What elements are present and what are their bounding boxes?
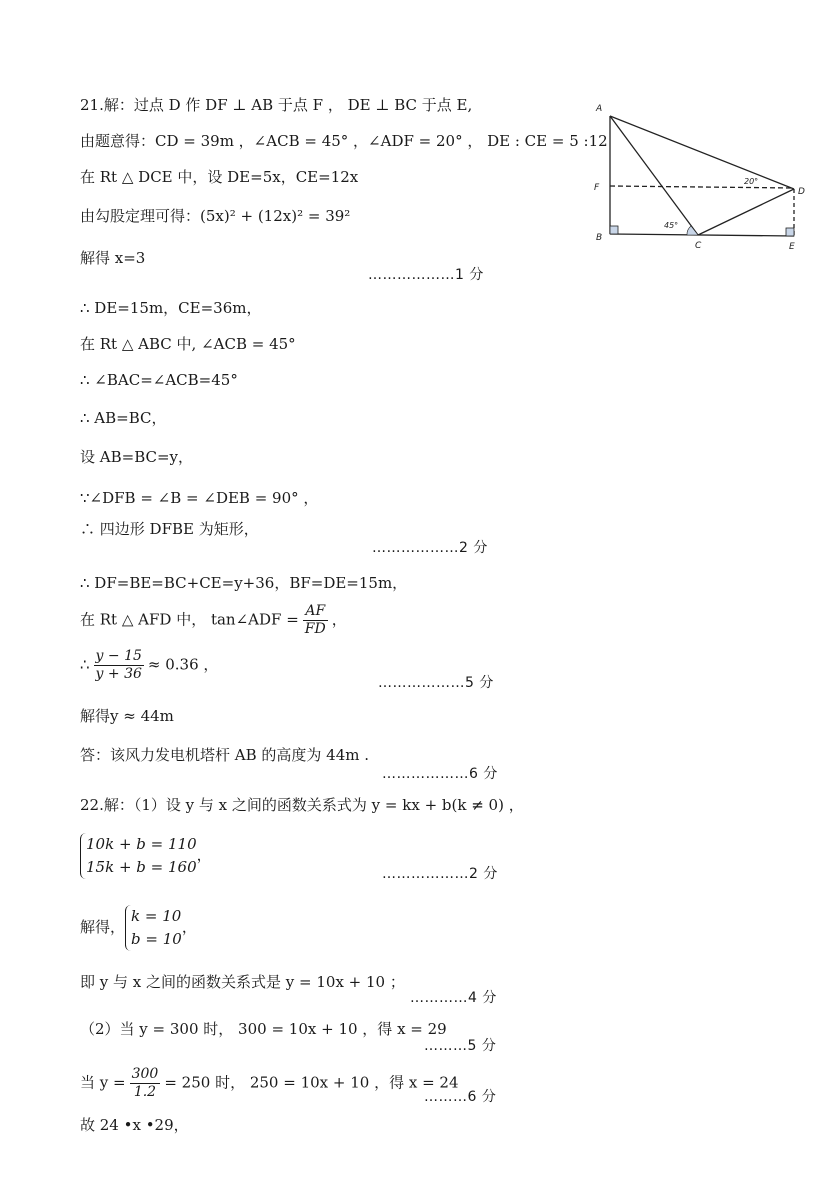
angle-label-45: 45° — [664, 221, 679, 230]
score-marker: …………4 分 — [410, 990, 497, 1006]
score-marker: ………………5 分 — [378, 675, 494, 691]
score-marker: ………6 分 — [424, 1089, 497, 1105]
q22-system-1-punct: ， — [196, 846, 212, 864]
q21-line-3: 在 Rt △ DCE 中，设 DE=5x，CE=12x — [80, 168, 359, 186]
score-marker: ………………2 分 — [372, 540, 488, 556]
label-f: F — [594, 183, 600, 193]
q21-line-12: ∴ 四边形 DFBE 为矩形， — [80, 520, 259, 538]
q22-line-5-text: 当 y = — [80, 1073, 126, 1092]
equation-system — [80, 833, 197, 879]
equation-row: b = 10 — [131, 930, 182, 948]
solution-system — [125, 905, 182, 951]
q22-line-3: 即 y 与 x 之间的函数关系式是 y = 10x + 10 ； — [80, 973, 405, 991]
q21-line-8: ∴ ∠BAC=∠ACB=45° — [80, 371, 238, 389]
fraction-denominator: 1.2 — [133, 1084, 157, 1100]
q22-line-4: （2）当 y = 300 时， 300 = 10x + 10 ，得 x = 29 — [80, 1020, 447, 1038]
q21-line-10: 设 AB=BC=y， — [80, 448, 194, 466]
q22-solve-label: 解得， — [80, 918, 126, 936]
score-marker: ………………1 分 — [368, 267, 484, 283]
q22-system-1 — [80, 833, 212, 879]
q21-line-15 — [80, 648, 218, 683]
q21-line-17: 答：该风力发电机塔杆 AB 的高度为 44m . — [80, 746, 370, 764]
label-e: E — [789, 242, 795, 252]
score-marker: ………………6 分 — [382, 766, 498, 782]
q22-line-5 — [80, 1066, 459, 1101]
equation-row: 15k + b = 160 — [86, 858, 197, 876]
q22-line-6: 故 24 •x •29， — [80, 1116, 189, 1134]
q22-line-5-rest: = 250 时， 250 = 10x + 10 ，得 x = 24 — [164, 1073, 459, 1092]
equation-row: k = 10 — [131, 907, 182, 925]
q21-line-14-text: 在 Rt △ AFD 中， tan∠ADF = — [80, 610, 299, 629]
geometry-diagram — [588, 96, 813, 261]
right-angle-mark-e — [786, 228, 794, 236]
fraction-denominator: FD — [304, 621, 326, 637]
q21-line-4: 由勾股定理可得：(5x)² + (12x)² = 39² — [80, 207, 351, 225]
q21-line-9: ∴ AB=BC， — [80, 409, 167, 427]
label-c: C — [695, 241, 702, 251]
fraction-y-ratio — [94, 648, 144, 683]
q21-line-14 — [80, 603, 347, 638]
q21-line-15-result: ≈ 0.36 ， — [147, 655, 219, 674]
segment-fd — [610, 186, 794, 188]
q21-line-16: 解得y ≈ 44m — [80, 707, 174, 725]
q21-line-13: ∴ DF=BE=BC+CE=y+36，BF=DE=15m， — [80, 574, 408, 592]
fraction-300-over-1-2 — [130, 1066, 161, 1101]
fraction-numerator: AF — [303, 603, 328, 621]
label-b: B — [596, 233, 603, 243]
q21-line-5: 解得 x=3 — [80, 249, 146, 267]
label-d: D — [798, 187, 805, 197]
label-a: A — [596, 104, 603, 114]
q21-line-2: 由题意得：CD = 39m ，∠ACB = 45° ，∠ADF = 20° ， DE : CE = 5 :12 — [80, 132, 608, 150]
fraction-af-fd — [303, 603, 328, 638]
segment-cd — [698, 189, 794, 235]
q21-line-15-therefore: ∴ — [80, 655, 90, 674]
q21-line-14-punct: ， — [331, 610, 347, 629]
segment-be — [610, 234, 794, 236]
equation-row: 10k + b = 110 — [86, 835, 197, 853]
fraction-numerator: y − 15 — [95, 648, 142, 664]
q22-line-1: 22.解：（1）设 y 与 x 之间的函数关系式为 y = kx + b(k ≠ 0) ， — [80, 796, 524, 814]
right-angle-mark-b — [610, 226, 618, 234]
q21-line-7: 在 Rt △ ABC 中, ∠ACB = 45° — [80, 335, 296, 353]
q21-line-11: ∵∠DFB = ∠B = ∠DEB = 90° ， — [80, 489, 319, 507]
fraction-numerator: 300 — [131, 1066, 159, 1082]
fraction-denominator: y + 36 — [95, 666, 142, 682]
score-marker: ………5 分 — [424, 1038, 497, 1054]
q21-line-1: 21.解：过点 D 作 DF ⊥ AB 于点 F ， DE ⊥ BC 于点 E, — [80, 96, 473, 114]
angle-label-20: 20° — [744, 177, 759, 186]
q21-line-6: ∴ DE=15m，CE=36m， — [80, 299, 262, 317]
q22-system-2 — [80, 905, 197, 951]
score-marker: ………………2 分 — [382, 866, 498, 882]
q22-system-2-punct: ， — [181, 918, 197, 936]
